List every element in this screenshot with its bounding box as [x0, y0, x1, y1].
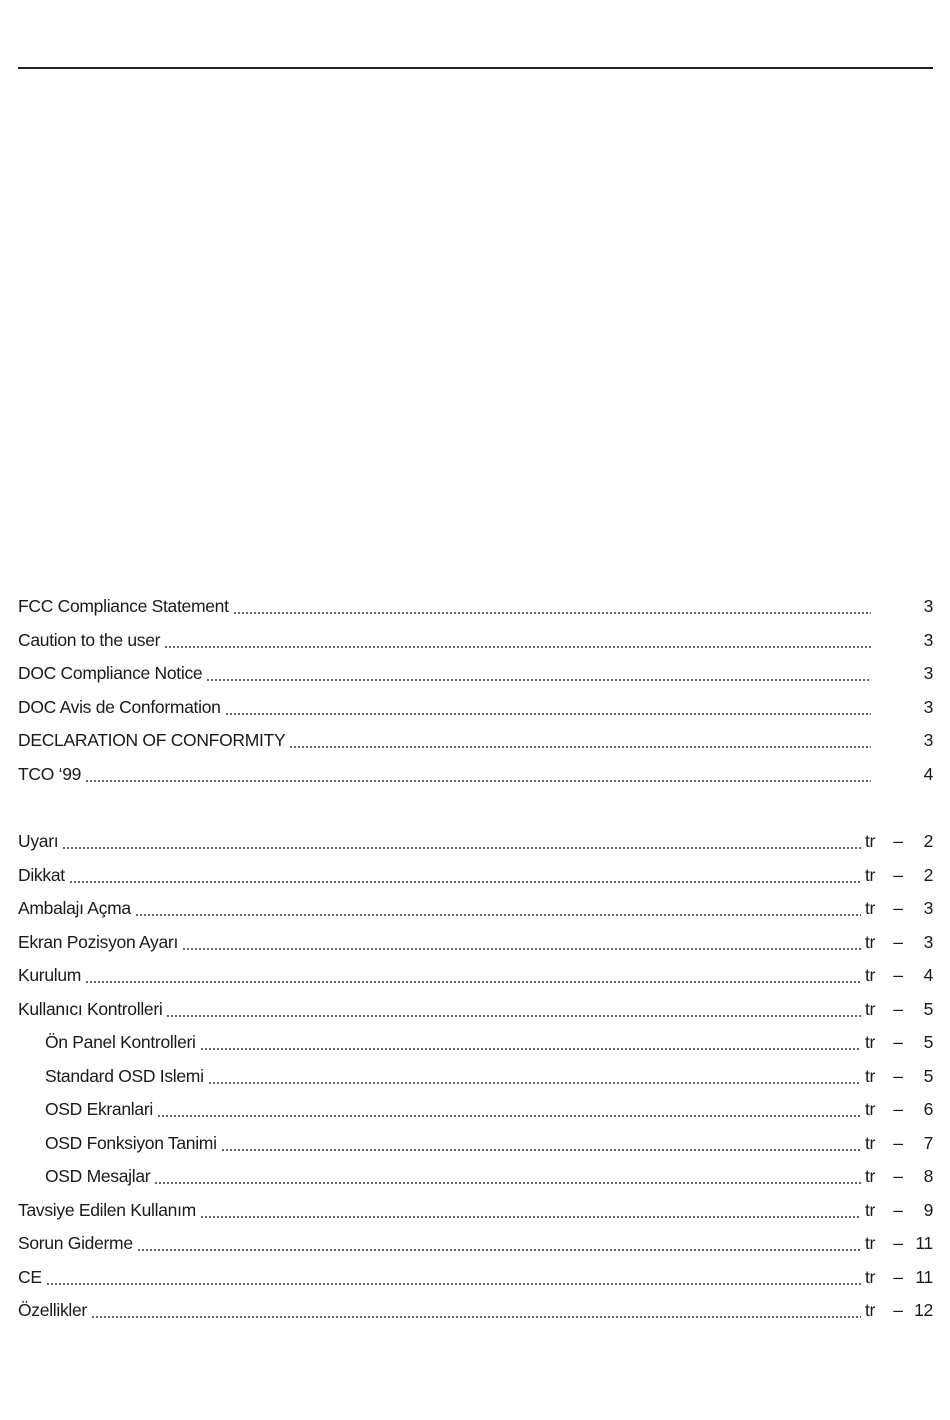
toc-entry-page: 11 — [915, 1233, 933, 1254]
dot-leader — [233, 595, 871, 620]
toc-english-section — [18, 590, 933, 791]
toc-entry-lang-code: tr — [865, 1300, 876, 1321]
toc-entry-title: Tavsiye Edilen Kullanım — [18, 1199, 196, 1220]
toc-entry-lang-code: tr — [865, 1233, 876, 1254]
toc-entry-lang-code: tr — [865, 864, 876, 885]
toc-subentry[interactable] — [18, 1026, 933, 1060]
toc-entry-separator: – — [893, 1199, 903, 1220]
toc-entry-page: 7 — [923, 1132, 933, 1153]
toc-subentry[interactable] — [18, 1127, 933, 1161]
toc-entry-title: CE — [18, 1266, 42, 1287]
dot-leader — [85, 964, 861, 989]
toc-entry[interactable] — [18, 691, 933, 725]
dot-leader — [137, 1232, 861, 1257]
toc-entry[interactable] — [18, 825, 933, 859]
toc-entry[interactable] — [18, 859, 933, 893]
toc-entry-page: 8 — [923, 1166, 933, 1187]
dot-leader — [164, 628, 871, 653]
dot-leader — [182, 930, 861, 955]
toc-entry-page: 5 — [923, 1065, 933, 1086]
dot-leader — [46, 1265, 861, 1290]
toc-entry-page: 12 — [914, 1300, 933, 1321]
dot-leader — [200, 1198, 861, 1223]
toc-entry-page: 3 — [923, 629, 933, 650]
toc-entry-title: FCC Compliance Statement — [18, 596, 229, 617]
toc-entry-separator: – — [893, 1065, 903, 1086]
toc-entry-separator: – — [893, 1166, 903, 1187]
dot-leader — [91, 1299, 861, 1324]
toc-entry-title: Caution to the user — [18, 629, 161, 650]
dot-leader — [62, 830, 861, 855]
toc-entry[interactable] — [18, 892, 933, 926]
toc-entry-separator: – — [893, 864, 903, 885]
dot-leader — [85, 762, 871, 787]
dot-leader — [166, 997, 861, 1022]
toc-entry-title: Ekran Pozisyon Ayarı — [18, 931, 179, 952]
toc-entry-page: 5 — [923, 998, 933, 1019]
dot-leader — [200, 1031, 861, 1056]
toc-entry-lang-code: tr — [865, 1032, 876, 1053]
dot-leader — [135, 897, 861, 922]
dot-leader — [206, 662, 871, 687]
dot-leader — [154, 1165, 861, 1190]
toc-entry[interactable] — [18, 1261, 933, 1295]
toc-entry-page: 3 — [923, 663, 933, 684]
toc-entry-separator: – — [893, 1032, 903, 1053]
toc-entry-title: Uyarı — [18, 831, 59, 852]
toc-entry-title: OSD Fonksiyon Tanimi — [45, 1132, 217, 1153]
toc-entry[interactable] — [18, 1194, 933, 1228]
toc-entry-page: 4 — [923, 965, 933, 986]
toc-entry[interactable] — [18, 624, 933, 658]
toc-entry-page: 3 — [923, 898, 933, 919]
toc-entry-lang-code: tr — [865, 831, 876, 852]
dot-leader — [208, 1064, 861, 1089]
toc-subentry[interactable] — [18, 1060, 933, 1094]
toc-entry-title: DOC Avis de Conformation — [18, 696, 221, 717]
toc-entry-separator: – — [893, 831, 903, 852]
toc-entry[interactable] — [18, 657, 933, 691]
toc-entry[interactable] — [18, 959, 933, 993]
toc-entry-separator: – — [893, 898, 903, 919]
toc-entry-page: 9 — [923, 1199, 933, 1220]
dot-leader — [225, 695, 871, 720]
toc-entry-page: 4 — [923, 763, 933, 784]
toc-entry-title: TCO ‘99 — [18, 763, 82, 784]
toc-entry-separator: – — [893, 1266, 903, 1287]
toc-entry-lang-code: tr — [865, 965, 876, 986]
toc-entry-page: 2 — [923, 831, 933, 852]
toc-entry-lang-code: tr — [865, 1199, 876, 1220]
toc-entry-separator: – — [893, 1099, 903, 1120]
toc-entry-page: 2 — [923, 864, 933, 885]
toc-entry-page: 3 — [923, 730, 933, 751]
toc-entry[interactable] — [18, 758, 933, 792]
toc-entry[interactable] — [18, 926, 933, 960]
dot-leader — [157, 1098, 861, 1123]
toc-entry[interactable] — [18, 993, 933, 1027]
toc-entry-lang-code: tr — [865, 931, 876, 952]
toc-entry-separator: – — [893, 1233, 903, 1254]
toc-turkish-section — [18, 825, 933, 1328]
toc-entry-title: Kullanıcı Kontrolleri — [18, 998, 163, 1019]
toc-entry-page: 11 — [915, 1266, 933, 1287]
dot-leader — [69, 863, 861, 888]
toc-entry-page: 6 — [923, 1099, 933, 1120]
dot-leader — [289, 729, 871, 754]
toc-subentry[interactable] — [18, 1093, 933, 1127]
top-rule — [18, 67, 933, 69]
toc-entry-lang-code: tr — [865, 898, 876, 919]
toc-entry-lang-code: tr — [865, 998, 876, 1019]
toc-entry-page: 3 — [923, 931, 933, 952]
toc-entry-lang-code: tr — [865, 1166, 876, 1187]
toc-entry-title: Özellikler — [18, 1300, 87, 1321]
toc-entry-page: 5 — [923, 1032, 933, 1053]
toc-entry-separator: – — [893, 965, 903, 986]
toc-entry-lang-code: tr — [865, 1266, 876, 1287]
toc-entry-separator: – — [893, 1300, 903, 1321]
dot-leader — [221, 1131, 861, 1156]
toc-entry-separator: – — [893, 931, 903, 952]
toc-entry-title: Standard OSD Islemi — [45, 1065, 204, 1086]
toc-entry-title: Kurulum — [18, 965, 82, 986]
toc-entry[interactable] — [18, 724, 933, 758]
toc-entry[interactable] — [18, 1227, 933, 1261]
toc-entry-title: OSD Ekranlari — [45, 1099, 153, 1120]
toc-entry-lang-code: tr — [865, 1099, 876, 1120]
toc-entry-lang-code: tr — [865, 1065, 876, 1086]
toc-entry-title: Ön Panel Kontrolleri — [45, 1032, 196, 1053]
toc-entry-lang-code: tr — [865, 1132, 876, 1153]
toc-subentry[interactable] — [18, 1160, 933, 1194]
toc-entry-separator: – — [893, 1132, 903, 1153]
toc-entry-separator: – — [893, 998, 903, 1019]
toc-entry-title: DECLARATION OF CONFORMITY — [18, 730, 286, 751]
toc-entry-title: Sorun Giderme — [18, 1233, 133, 1254]
toc-entry-title: Ambalajı Açma — [18, 898, 131, 919]
toc-entry-title: DOC Compliance Notice — [18, 663, 203, 684]
toc-entry-page: 3 — [923, 596, 933, 617]
toc-entry[interactable] — [18, 1294, 933, 1328]
toc-entry-title: Dikkat — [18, 864, 65, 885]
toc-entry[interactable] — [18, 590, 933, 624]
toc-entry-page: 3 — [923, 696, 933, 717]
toc-entry-title: OSD Mesajlar — [45, 1166, 151, 1187]
